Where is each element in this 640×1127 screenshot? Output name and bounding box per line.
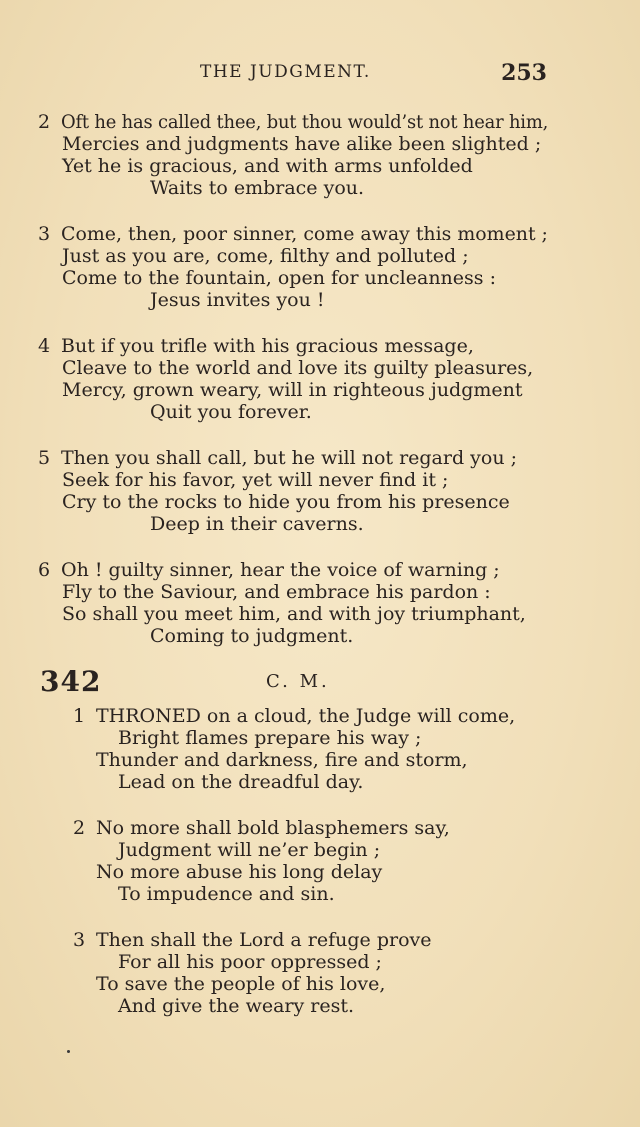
page-number: 253 — [501, 60, 547, 86]
verse-line: Coming to judgment. — [150, 625, 354, 647]
verse-line: To save the people of his love, — [96, 973, 386, 995]
verse-line: But if you trifle with his gracious message, — [61, 335, 474, 357]
stanza-number: 6 — [38, 559, 51, 581]
stanza-number: 1 — [73, 705, 86, 727]
stanza-number: 2 — [38, 111, 51, 133]
verse-line: Then you shall call, but he will not regard you ; — [61, 447, 518, 469]
hymn-meter: C. M. — [266, 671, 330, 692]
verse-line: And give the weary rest. — [118, 995, 355, 1017]
verse-line: To impudence and sin. — [118, 883, 335, 905]
verse-line: For all his poor oppressed ; — [118, 951, 382, 973]
verse-line: Thunder and darkness, fire and storm, — [96, 749, 468, 771]
verse-line: So shall you meet him, and with joy triumphant, — [62, 603, 526, 625]
verse-line: Mercy, grown weary, will in righteous judgment — [62, 379, 523, 401]
verse-line: No more abuse his long delay — [96, 861, 383, 883]
verse-line: Yet he is gracious, and with arms unfolded — [62, 155, 473, 177]
verse-line: Lead on the dreadful day. — [118, 771, 364, 793]
verse-line: Come, then, poor sinner, come away this moment ; — [61, 223, 548, 245]
verse-line: Oft he has called thee, but thou would’st not hear him, — [61, 111, 549, 133]
verse-line: Cry to the rocks to hide you from his presence — [62, 491, 510, 513]
verse-line: Then shall the Lord a refuge prove — [96, 929, 432, 951]
verse-line: Cleave to the world and love its guilty pleasures, — [62, 357, 534, 379]
verse-line: Just as you are, come, filthy and polluted ; — [62, 245, 469, 267]
stanza-number: 2 — [73, 817, 86, 839]
running-head: THE JUDGMENT. — [200, 62, 371, 82]
verse-line: Mercies and judgments have alike been slighted ; — [62, 133, 542, 155]
verse-line: Deep in their caverns. — [150, 513, 364, 535]
verse-line: Bright flames prepare his way ; — [118, 727, 422, 749]
verse-line: No more shall bold blasphemers say, — [96, 817, 450, 839]
stanza-number: 3 — [38, 223, 51, 245]
stanza-number: 3 — [73, 929, 86, 951]
verse-line: Jesus invites you ! — [150, 289, 325, 311]
stanza-number: 4 — [38, 335, 51, 357]
verse-line: Quit you forever. — [150, 401, 312, 423]
verse-line: Judgment will ne’er begin ; — [118, 839, 381, 861]
verse-line: Seek for his favor, yet will never find it ; — [62, 469, 449, 491]
verse-line: THRONED on a cloud, the Judge will come, — [96, 705, 516, 727]
hymn-number: 342 — [40, 665, 102, 698]
page-header — [0, 60, 640, 90]
verse-line: Waits to embrace you. — [150, 177, 365, 199]
stanza-number: 5 — [38, 447, 51, 469]
verse-line: Oh ! guilty sinner, hear the voice of warning ; — [61, 559, 500, 581]
verse-line: Fly to the Saviour, and embrace his pardon : — [62, 581, 491, 603]
verse-line: Come to the fountain, open for uncleanness : — [62, 267, 496, 289]
printer-mark — [67, 1050, 70, 1053]
